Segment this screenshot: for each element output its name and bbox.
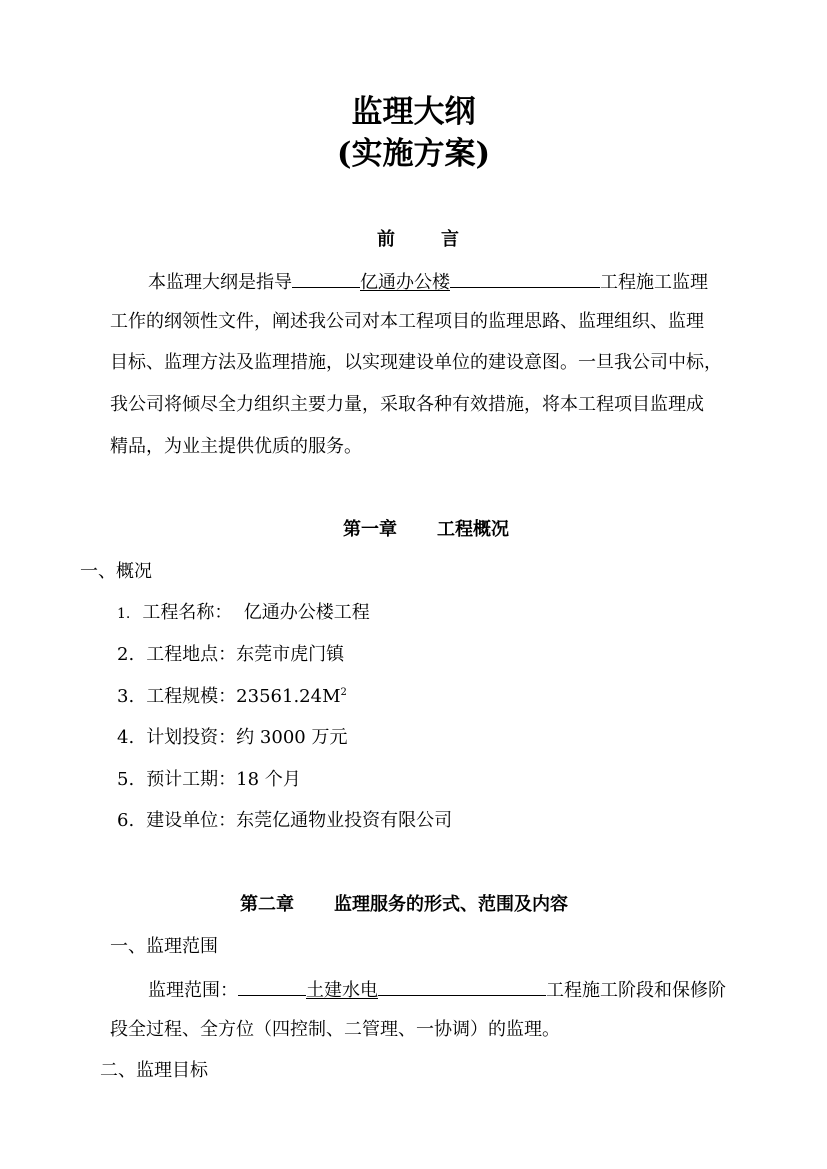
preface-intro-after: 工程施工监理 — [600, 272, 708, 293]
overview-item-number: 1. — [117, 606, 131, 622]
overview-item-number: 4. — [117, 727, 135, 748]
overview-item-text: 工程地点：东莞市虎门镇 — [146, 644, 345, 665]
overview-item-number: 2. — [117, 644, 135, 665]
overview-item-number: 5. — [117, 769, 135, 790]
scope-value: 土建水电 — [306, 976, 378, 999]
scope-second-line: 段全过程、全方位（四控制、二管理、一协调）的监理。 — [110, 1019, 560, 1040]
preface-first-line — [148, 265, 708, 294]
superscript-2: 2 — [340, 687, 347, 698]
preface-line-4: 我公司将倾尽全力组织主要力量，采取各种有效措施，将本工程项目监理成 — [110, 394, 704, 415]
overview-item-1 — [117, 598, 370, 624]
chapter2-label: 第二章 — [240, 894, 294, 915]
overview-item-2 — [117, 640, 344, 666]
overview-item-text: 计划投资：约 3000 万元 — [146, 727, 348, 748]
chapter2-heading — [240, 890, 568, 916]
overview-item-text: 建设单位：东莞亿通物业投资有限公司 — [146, 810, 453, 831]
document-subtitle: (实施方案) — [336, 136, 491, 172]
chapter2-section-goals: 二、监理目标 — [100, 1060, 208, 1081]
chapter1-heading — [343, 515, 509, 541]
scope-before: 监理范围： — [148, 980, 238, 1001]
overview-item-number: 6. — [117, 810, 135, 831]
overview-item-3 — [117, 682, 347, 708]
chapter1-label: 第一章 — [343, 519, 397, 540]
preface-line-5: 精品，为业主提供优质的服务。 — [110, 436, 362, 457]
preface-intro-before: 本监理大纲是指导 — [148, 272, 292, 293]
overview-item-4 — [117, 723, 347, 749]
preface-heading-char-2: 言 — [441, 229, 459, 250]
overview-item-number: 3. — [117, 686, 135, 707]
overview-item-text: 预计工期：18 个月 — [146, 769, 301, 790]
document-title: 监理大纲 — [351, 94, 476, 130]
preface-line-3: 目标、监理方法及监理措施，以实现建设单位的建设意图。一旦我公司中标， — [110, 352, 722, 373]
overview-item-text: 工程名称： 亿通办公楼工程 — [142, 602, 370, 623]
preface-heading-char-1: 前 — [377, 229, 395, 250]
preface-project-name: 亿通办公楼 — [360, 268, 450, 291]
overview-item-6 — [117, 806, 452, 832]
chapter1-section: 一、概况 — [80, 561, 152, 582]
chapter1-title: 工程概况 — [437, 519, 509, 540]
scope-first-line — [148, 973, 726, 1002]
preface-heading — [377, 225, 459, 251]
scope-after: 工程施工阶段和保修阶 — [546, 980, 726, 1001]
chapter2-title: 监理服务的形式、范围及内容 — [334, 894, 568, 915]
chapter2-section-scope: 一、监理范围 — [110, 936, 218, 957]
preface-line-2: 工作的纲领性文件，阐述我公司对本工程项目的监理思路、监理组织、监理 — [110, 311, 704, 332]
overview-item-5 — [117, 765, 301, 791]
overview-item-text: 工程规模：23561.24M — [146, 686, 341, 707]
